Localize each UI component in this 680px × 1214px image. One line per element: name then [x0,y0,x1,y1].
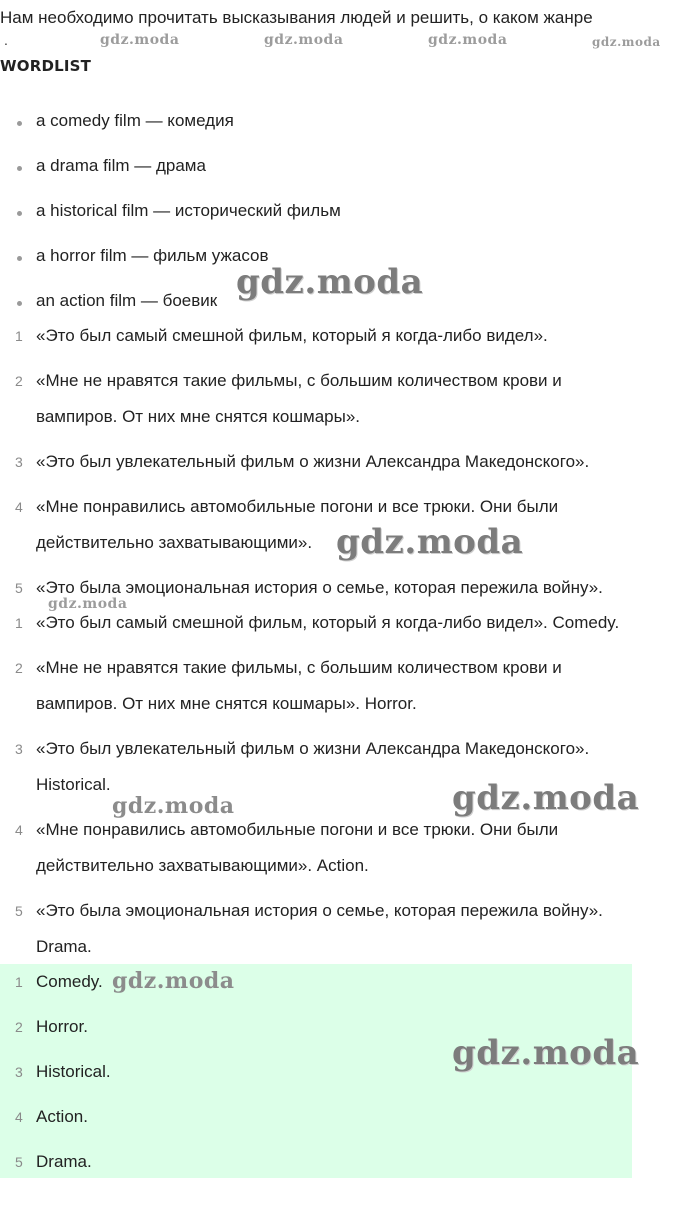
wordlist-item-text: a drama film — драма [36,156,206,175]
watermark: gdz.moda [428,32,508,48]
answered-quote-text: «Мне понравились автомобильные погони и все трюки. Они были [36,820,559,839]
list-number: 3 [15,1064,23,1080]
list-number: 1 [15,615,23,631]
answered-quote-text-continued: Historical. [36,775,111,794]
wordlist-item-text: a comedy film — комедия [36,111,234,130]
list-number: 3 [15,741,23,757]
list-number: 4 [15,822,23,838]
list-number: 4 [15,499,23,515]
quote-text: «Это был самый смешной фильм, который я когда-либо видел». [36,326,548,345]
quote-text: «Мне не нравятся такие фильмы, с большим количеством крови и [36,371,562,390]
watermark: gdz.moda [236,262,424,302]
intro-continuation: . [4,32,8,48]
watermark: gdz.moda [592,35,661,49]
watermark: gdz.moda [100,32,180,48]
watermark: gdz.moda [336,522,524,562]
answered-quote-text-continued: действительно захватывающими». Action. [36,856,369,875]
intro-text: Нам необходимо прочитать высказывания людей и решить, о каком жанре [0,8,593,27]
quote-text-continued: вампиров. От них мне снятся кошмары». [36,407,360,426]
list-number: 2 [15,1019,23,1035]
list-number: 5 [15,580,23,596]
quote-text: «Мне понравились автомобильные погони и все трюки. Они были [36,497,559,516]
quote-text: «Это была эмоциональная история о семье, которая пережила войну». [36,578,603,597]
bullet-icon [17,301,22,306]
answer-text: Action. [36,1107,88,1126]
answered-quote-text-continued: Drama. [36,937,92,956]
answer-text: Drama. [36,1152,92,1171]
list-number: 1 [15,974,23,990]
list-number: 5 [15,1154,23,1170]
bullet-icon [17,166,22,171]
list-number: 1 [15,328,23,344]
bullet-icon [17,211,22,216]
watermark: gdz.moda [112,968,235,994]
list-number: 2 [15,660,23,676]
quote-text-continued: действительно захватывающими». [36,533,313,552]
answer-text: Comedy. [36,972,103,991]
watermark: gdz.moda [452,778,640,818]
list-number: 4 [15,1109,23,1125]
watermark: gdz.moda [48,596,128,612]
list-number: 3 [15,454,23,470]
wordlist-heading: WORDLIST [0,57,92,75]
list-number: 5 [15,903,23,919]
watermark: gdz.moda [452,1033,640,1073]
answer-text: Historical. [36,1062,111,1081]
answered-quote-text: «Это был увлекательный фильм о жизни Александра Македонского». [36,739,590,758]
quote-text: «Это был увлекательный фильм о жизни Александра Македонского». [36,452,590,471]
wordlist-item-text: a historical film — исторический фильм [36,201,341,220]
wordlist-item-text: an action film — боевик [36,291,218,310]
bullet-icon [17,121,22,126]
bullet-icon [17,256,22,261]
watermark: gdz.moda [264,32,344,48]
watermark: gdz.moda [112,793,235,819]
answered-quote-text-continued: вампиров. От них мне снятся кошмары». Horror. [36,694,417,713]
answered-quote-text: «Мне не нравятся такие фильмы, с большим количеством крови и [36,658,562,677]
answered-quote-text: «Это была эмоциональная история о семье, которая пережила войну». [36,901,603,920]
answered-quote-text: «Это был самый смешной фильм, который я когда-либо видел». Comedy. [36,613,620,632]
answer-text: Horror. [36,1017,88,1036]
list-number: 2 [15,373,23,389]
wordlist-item-text: a horror film — фильм ужасов [36,246,269,265]
